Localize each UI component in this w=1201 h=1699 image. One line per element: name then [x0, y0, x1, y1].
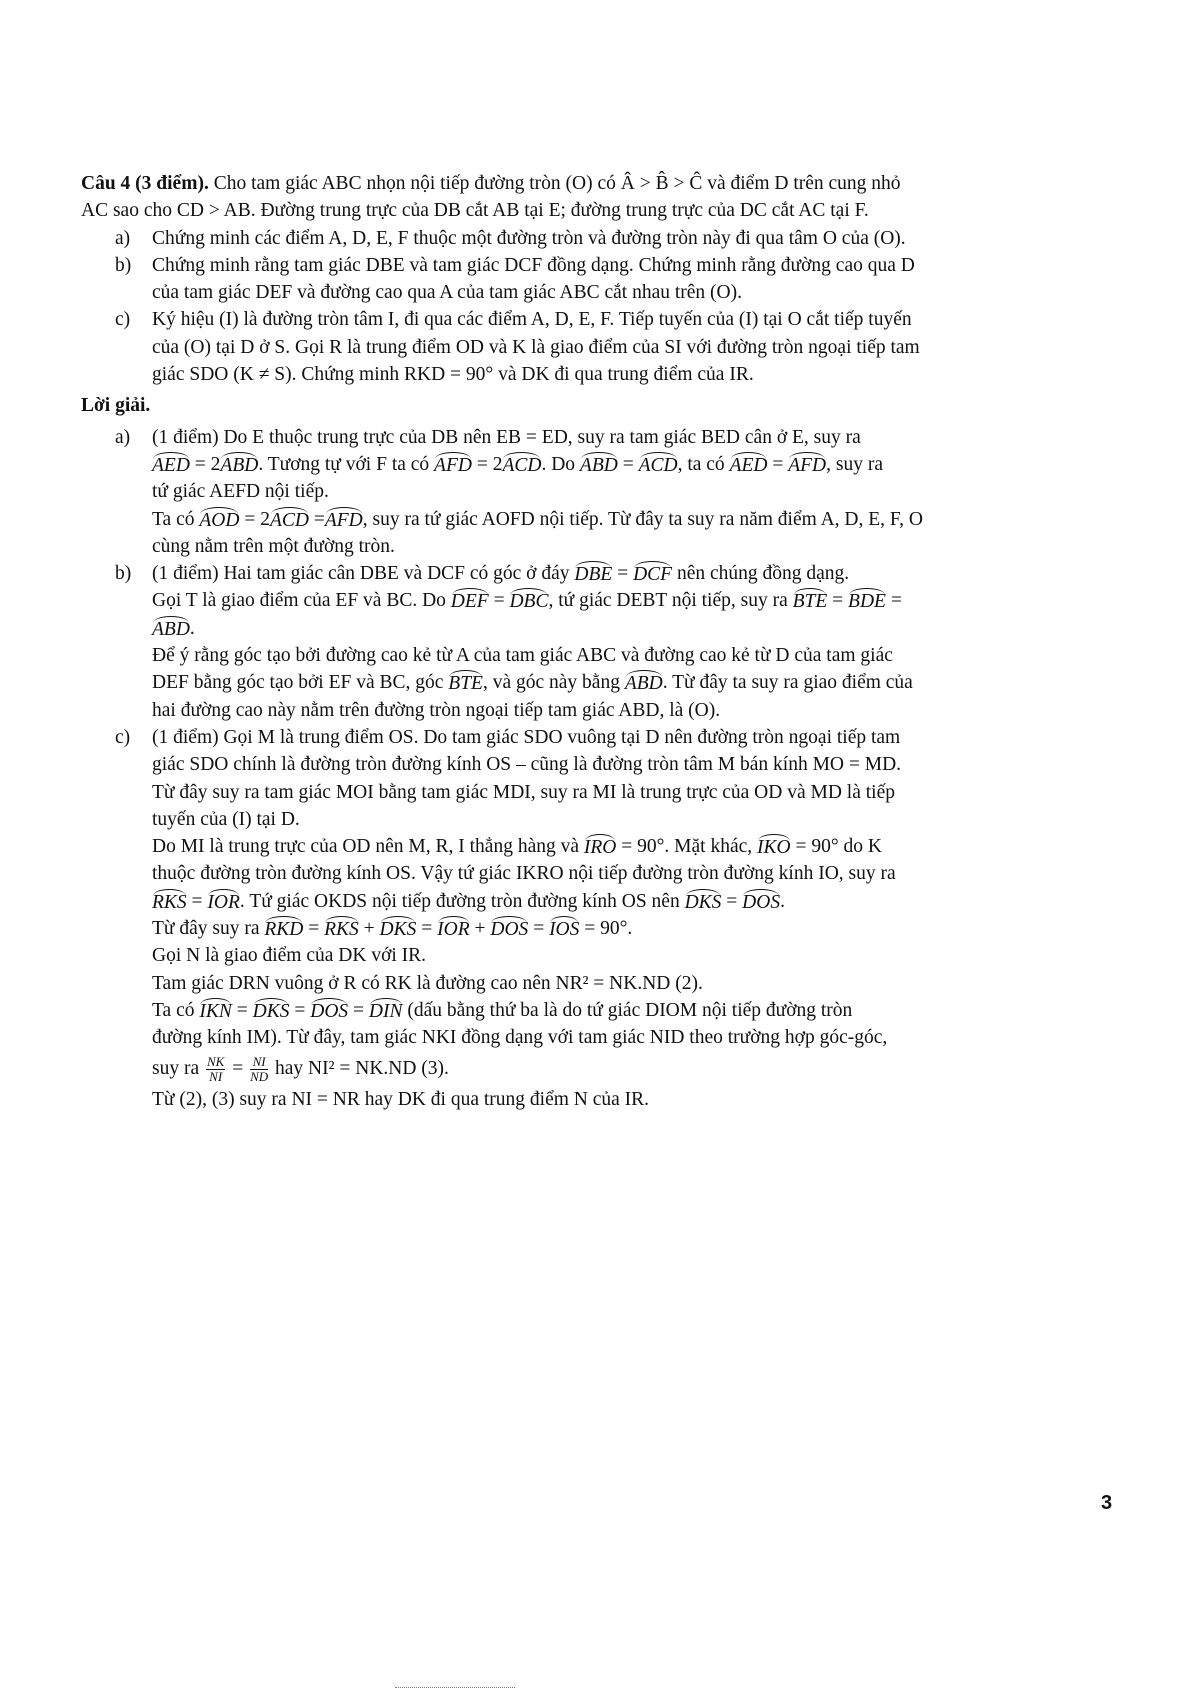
angle-IKN: IKN [199, 997, 232, 1024]
problem-line-1 [81, 170, 1121, 197]
angle-DOS: DOS [490, 915, 528, 942]
sol-line: (1 điểm) Do E thuộc trung trực của DB nên EB = ED, suy ra tam giác BED cân ở E, suy ra [152, 426, 861, 448]
sol-line: Từ (2), (3) suy ra NI = NR hay DK đi qua trung điểm N của IR. [152, 1088, 650, 1110]
sol-line: Gọi T là giao điểm của EF và BC. Do DEF = DBC, tứ giác DEBT nội tiếp, suy ra BTE = BDE = [152, 587, 1121, 614]
angle-BDE: BDE [848, 587, 886, 614]
angle-DKS: DKS [685, 888, 722, 915]
angle-IOS: IOS [549, 915, 579, 942]
problem-heading: Câu 4 (3 điểm). [81, 173, 209, 194]
scan-artifact-dots [395, 1687, 515, 1688]
angle-DKS: DKS [380, 915, 417, 942]
part-label: a) [115, 227, 131, 249]
angle-IOR: IOR [437, 915, 470, 942]
sol-line: tuyến của (I) tại D. [152, 808, 300, 830]
part-label: b) [115, 563, 132, 585]
angle-ABD: ABD [625, 669, 663, 696]
sol-line: ABD. [152, 615, 1121, 642]
angle-DOS: DOS [310, 997, 348, 1024]
sol-line: (1 điểm) Gọi M là trung điểm OS. Do tam giác SDO vuông tại D nên đường tròn ngoại tiếp tam [152, 726, 901, 748]
angle-AFD: AFD [434, 451, 472, 478]
angle-ABD: ABD [220, 451, 258, 478]
sol-line: tứ giác AEFD nội tiếp. [152, 481, 329, 503]
angle-AFD: AFD [325, 506, 363, 533]
angle-IRO: IRO [584, 833, 617, 860]
angle-RKS: RKS [152, 888, 187, 915]
problem-part-a [81, 225, 1121, 252]
sol-line: Từ đây suy ra RKD = RKS + DKS = IOR + DOS = IOS = 90°. [152, 915, 1121, 942]
angle-BTE: BTE [793, 587, 828, 614]
angle-BTE: BTE [448, 669, 483, 696]
sol-line: Để ý rằng góc tạo bởi đường cao kẻ từ A của tam giác ABC và đường cao kẻ từ D của tam giác [152, 645, 893, 667]
fraction-ni-nd: $\frac{NI}{ND}$ [250, 1053, 269, 1084]
part-text: Ký hiệu (I) là đường tròn tâm I, đi qua các điểm A, D, E, F. Tiếp tuyến của (I) tại O cắt tiếp tuyến [152, 309, 912, 331]
problem-part-c [81, 306, 1121, 388]
sol-line: Gọi N là giao điểm của DK với IR. [152, 945, 427, 967]
angle-RKD: RKD [264, 915, 303, 942]
angle-AFD: AFD [788, 451, 826, 478]
sol-line: Ta có AOD = 2ACD =AFD, suy ra tứ giác AOFD nội tiếp. Từ đây ta suy ra năm điểm A, D, E, F, O [152, 506, 1121, 533]
angle-DCF: DCF [633, 560, 672, 587]
sol-line: hai đường cao này nằm trên đường tròn ngoại tiếp tam giác ABD, là (O). [152, 699, 721, 721]
angle-IOR: IOR [207, 888, 240, 915]
angle-DOS: DOS [742, 888, 780, 915]
problem-part-b [81, 252, 1121, 307]
part-text: Chứng minh rằng tam giác DBE và tam giác DCF đồng dạng. Chứng minh rằng đường cao qua D [152, 254, 915, 276]
angle-ACD: ACD [502, 451, 541, 478]
part-text: giác SDO (K ≠ S). Chứng minh RKD = 90° và DK đi qua trung điểm của IR. [152, 364, 754, 386]
angle-DEF: DEF [451, 587, 489, 614]
sol-line: (1 điểm) Hai tam giác cân DBE và DCF có góc ở đáy DBE = DCF nên chúng đồng dạng. [152, 560, 1121, 587]
sol-line: suy ra $\frac{NK}{NI}$ = $\frac{NI}{ND}$ hay NI² = NK.ND (3). [152, 1053, 449, 1084]
solution-part-a [81, 424, 1121, 560]
content [81, 170, 1121, 1113]
sol-line: Do MI là trung trực của OD nên M, R, I thẳng hàng và IRO = 90°. Mặt khác, IKO = 90° do K [152, 833, 1121, 860]
part-text: của tam giác DEF và đường cao qua A của tam giác ABC cắt nhau trên (O). [152, 282, 742, 304]
angle-DIN: DIN [369, 997, 403, 1024]
part-text: Chứng minh các điểm A, D, E, F thuộc một đường tròn và đường tròn này đi qua tâm O của (O). [152, 227, 906, 249]
angle-IKO: IKO [757, 833, 791, 860]
solution-part-b [81, 560, 1121, 724]
sol-line: Ta có IKN = DKS = DOS = DIN (dấu bằng thứ ba là do tứ giác DIOM nội tiếp đường tròn [152, 997, 1121, 1024]
problem-line-2: AC sao cho CD > AB. Đường trung trực của DB cắt AB tại E; đường trung trực của DC cắt AC tại F. [81, 200, 869, 222]
part-label: c) [115, 726, 131, 748]
problem-intro-1: Cho tam giác ABC nhọn nội tiếp đường tròn (O) có Â > B̂ > Ĉ và điểm D trên cung nhỏ [213, 173, 901, 194]
sol-line: DEF bằng góc tạo bởi EF và BC, góc BTE, và góc này bằng ABD. Từ đây ta suy ra giao điểm của [152, 669, 1121, 696]
page-number: 3 [1101, 1492, 1113, 1514]
part-label: a) [115, 426, 131, 448]
angle-AED: AED [730, 451, 768, 478]
sol-line: cùng nằm trên một đường tròn. [152, 535, 395, 557]
sol-line: thuộc đường tròn đường kính OS. Vậy tứ giác IKRO nội tiếp đường tròn đường kính IO, suy ra [152, 863, 896, 885]
angle-DBC: DBC [509, 587, 548, 614]
fraction-nk-ni: $\frac{NK}{NI}$ [207, 1053, 225, 1084]
angle-DKS: DKS [253, 997, 290, 1024]
sol-line: giác SDO chính là đường tròn đường kính OS – cũng là đường tròn tâm M bán kính MO = MD. [152, 754, 902, 776]
angle-ACD: ACD [270, 506, 309, 533]
solution-part-c [81, 724, 1121, 1113]
sol-line: AED = 2ABD. Tương tự với F ta có AFD = 2ACD. Do ABD = ACD, ta có AED = AFD, suy ra [152, 451, 1121, 478]
sol-line: Từ đây suy ra tam giác MOI bằng tam giác MDI, suy ra MI là trung trực của OD và MD là tiếp [152, 781, 895, 803]
angle-ACD: ACD [639, 451, 678, 478]
part-label: b) [115, 254, 132, 276]
sol-line: Tam giác DRN vuông ở R có RK là đường cao nên NR² = NK.ND (2). [152, 972, 703, 994]
angle-AED: AED [152, 451, 190, 478]
angle-ABD: ABD [580, 451, 618, 478]
angle-AOD: AOD [199, 506, 239, 533]
part-label: c) [115, 309, 131, 331]
angle-RKS: RKS [324, 915, 359, 942]
angle-ABD: ABD [152, 615, 190, 642]
part-text: của (O) tại D ở S. Gọi R là trung điểm OD và K là giao điểm của SI với đường tròn ngoại tiếp tam [152, 336, 920, 358]
angle-DBE: DBE [574, 560, 612, 587]
solution-heading: Lời giải. [81, 395, 151, 417]
sol-line: đường kính IM). Từ đây, tam giác NKI đồng dạng với tam giác NID theo trường hợp góc-góc, [152, 1027, 888, 1049]
sol-line: RKS = IOR. Tứ giác OKDS nội tiếp đường tròn đường kính OS nên DKS = DOS. [152, 888, 1121, 915]
